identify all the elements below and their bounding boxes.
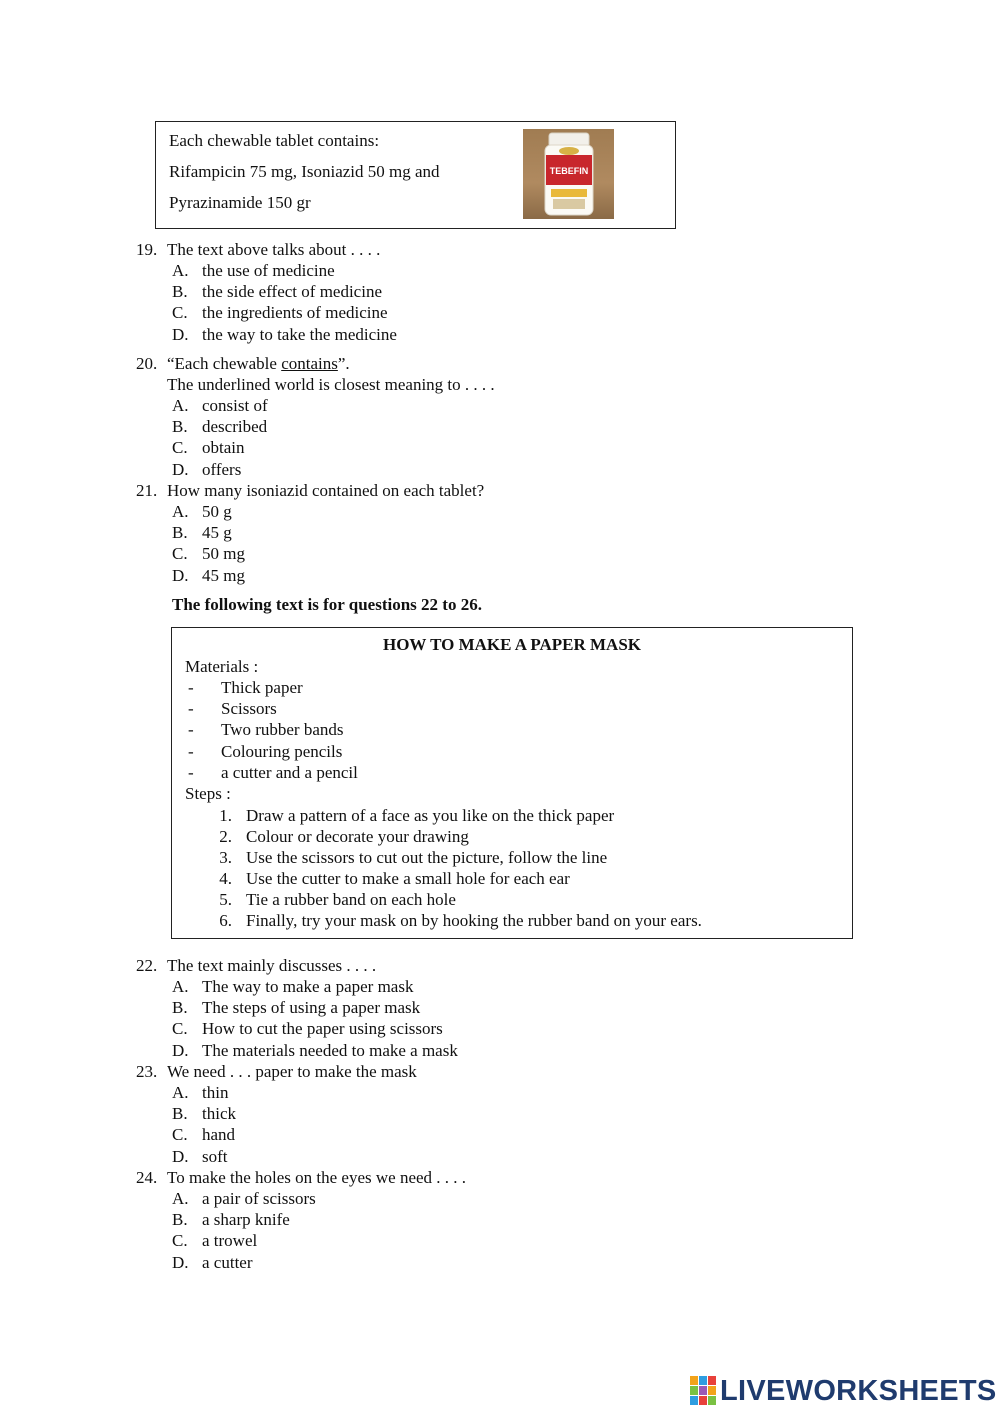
material-dash: - bbox=[188, 678, 194, 697]
option-b[interactable] bbox=[136, 522, 836, 543]
option-text: a trowel bbox=[202, 1231, 258, 1251]
step-number: 1. bbox=[219, 806, 232, 825]
mask-title: HOW TO MAKE A PAPER MASK bbox=[382, 635, 642, 654]
option-letter: A. bbox=[172, 1083, 189, 1102]
stem-pre: “Each chewable bbox=[167, 354, 282, 373]
material-text: Two rubber bands bbox=[221, 720, 344, 739]
paper-mask-text-box bbox=[171, 627, 853, 939]
step-number: 3. bbox=[219, 848, 232, 867]
option-d[interactable] bbox=[136, 459, 836, 480]
medicine-bottle-image bbox=[523, 129, 614, 219]
question-24 bbox=[136, 1167, 836, 1273]
question-22 bbox=[136, 955, 836, 1061]
material-dash: - bbox=[188, 720, 194, 739]
medicine-info-box bbox=[155, 121, 676, 229]
option-letter: B. bbox=[172, 417, 188, 437]
option-letter: A. bbox=[172, 977, 189, 996]
option-letter: C. bbox=[172, 1125, 188, 1145]
material-text: Scissors bbox=[221, 699, 277, 718]
option-text: 45 g bbox=[202, 523, 232, 543]
step-text: Use the cutter to make a small hole for each ear bbox=[246, 869, 570, 888]
section-instruction: The following text is for questions 22 to 26. bbox=[172, 595, 482, 614]
step-number: 2. bbox=[219, 827, 232, 846]
option-text: offers bbox=[202, 459, 242, 479]
option-a[interactable] bbox=[136, 976, 836, 997]
option-letter: B. bbox=[172, 998, 188, 1018]
option-a[interactable] bbox=[136, 1188, 836, 1209]
option-c[interactable] bbox=[136, 302, 836, 323]
option-d[interactable] bbox=[136, 565, 836, 586]
option-text: the way to take the medicine bbox=[202, 324, 397, 344]
option-letter: B. bbox=[172, 1210, 188, 1230]
option-c[interactable] bbox=[136, 543, 836, 564]
option-text: a pair of scissors bbox=[202, 1189, 316, 1208]
option-b[interactable] bbox=[136, 997, 836, 1018]
option-d[interactable] bbox=[136, 1252, 836, 1273]
option-text: consist of bbox=[202, 396, 268, 415]
option-text: How to cut the paper using scissors bbox=[202, 1019, 443, 1039]
question-19 bbox=[136, 239, 836, 345]
option-letter: D. bbox=[172, 1146, 189, 1166]
option-b[interactable] bbox=[136, 281, 836, 302]
step-text: Use the scissors to cut out the picture, follow the line bbox=[246, 848, 608, 867]
material-text: Colouring pencils bbox=[221, 742, 343, 761]
question-stem: The text mainly discusses . . . . bbox=[167, 956, 377, 975]
option-text: soft bbox=[202, 1146, 228, 1166]
option-b[interactable] bbox=[136, 1103, 836, 1124]
option-letter: B. bbox=[172, 282, 188, 302]
option-letter: C. bbox=[172, 303, 188, 323]
option-letter: B. bbox=[172, 1104, 188, 1124]
option-text: 50 mg bbox=[202, 544, 245, 564]
medicine-line-1: Each chewable tablet contains: bbox=[169, 131, 380, 150]
bottle-brand-label: TEBEFIN bbox=[549, 166, 589, 176]
material-dash: - bbox=[188, 763, 194, 782]
option-a[interactable] bbox=[136, 260, 836, 281]
option-text: thin bbox=[202, 1083, 229, 1102]
option-letter: A. bbox=[172, 1189, 189, 1208]
step-text: Draw a pattern of a face as you like on the thick paper bbox=[246, 806, 615, 825]
steps-label: Steps : bbox=[185, 784, 231, 803]
question-stem: The text above talks about . . . . bbox=[167, 240, 381, 259]
option-letter: C. bbox=[172, 1019, 188, 1039]
question-21 bbox=[136, 480, 836, 586]
option-text: The way to make a paper mask bbox=[202, 977, 414, 996]
option-text: 45 mg bbox=[202, 565, 245, 585]
question-number: 20. bbox=[136, 354, 158, 373]
option-c[interactable] bbox=[136, 1230, 836, 1251]
question-23 bbox=[136, 1061, 836, 1167]
question-sub-stem: The underlined world is closest meaning to . . . . bbox=[167, 375, 495, 394]
option-a[interactable] bbox=[136, 1082, 836, 1103]
option-a[interactable] bbox=[136, 501, 836, 522]
option-b[interactable] bbox=[136, 416, 836, 437]
option-text: the use of medicine bbox=[202, 261, 335, 280]
question-stem bbox=[167, 353, 350, 374]
question-number: 22. bbox=[136, 956, 158, 975]
step-number: 4. bbox=[219, 869, 232, 888]
option-letter: D. bbox=[172, 565, 189, 585]
logo-text: LIVEWORKSHEETS bbox=[720, 1375, 997, 1407]
option-text: hand bbox=[202, 1125, 236, 1145]
question-stem: We need . . . paper to make the mask bbox=[167, 1062, 417, 1081]
option-text: obtain bbox=[202, 438, 245, 458]
step-number: 6. bbox=[219, 911, 232, 930]
option-text: the ingredients of medicine bbox=[202, 303, 388, 323]
option-letter: C. bbox=[172, 544, 188, 564]
option-letter: B. bbox=[172, 523, 188, 543]
option-letter: D. bbox=[172, 459, 189, 479]
option-text: the side effect of medicine bbox=[202, 282, 382, 302]
option-letter: C. bbox=[172, 438, 188, 458]
question-stem: How many isoniazid contained on each tablet? bbox=[167, 481, 485, 500]
option-d[interactable] bbox=[136, 1040, 836, 1061]
option-letter: A. bbox=[172, 502, 189, 521]
step-text: Finally, try your mask on by hooking the rubber band on your ears. bbox=[246, 911, 702, 930]
option-d[interactable] bbox=[136, 324, 836, 345]
option-a[interactable] bbox=[136, 395, 836, 416]
material-dash: - bbox=[188, 742, 194, 761]
option-letter: D. bbox=[172, 1252, 189, 1272]
liveworksheets-logo bbox=[690, 1374, 997, 1408]
material-dash: - bbox=[188, 699, 194, 718]
step-text: Colour or decorate your drawing bbox=[246, 827, 469, 846]
option-c[interactable] bbox=[136, 1124, 836, 1145]
materials-label: Materials : bbox=[185, 657, 259, 676]
medicine-line-2: Rifampicin 75 mg, Isoniazid 50 mg and bbox=[169, 162, 440, 181]
step-number: 5. bbox=[219, 890, 232, 909]
medicine-line-3: Pyrazinamide 150 gr bbox=[169, 193, 311, 212]
stem-post: ”. bbox=[337, 354, 350, 373]
question-number: 23. bbox=[136, 1062, 158, 1081]
option-text: The steps of using a paper mask bbox=[202, 998, 421, 1018]
option-text: thick bbox=[202, 1104, 236, 1124]
option-text: described bbox=[202, 417, 268, 437]
bottle-illustration bbox=[523, 129, 614, 219]
option-text: 50 g bbox=[202, 502, 232, 521]
question-20 bbox=[136, 353, 836, 480]
option-c[interactable] bbox=[136, 1018, 836, 1039]
option-letter: C. bbox=[172, 1231, 188, 1251]
option-c[interactable] bbox=[136, 437, 836, 458]
option-text: The materials needed to make a mask bbox=[202, 1040, 458, 1060]
option-letter: D. bbox=[172, 1040, 189, 1060]
option-text: a sharp knife bbox=[202, 1210, 290, 1230]
option-d[interactable] bbox=[136, 1146, 836, 1167]
logo-blocks-icon bbox=[690, 1376, 716, 1406]
option-letter: A. bbox=[172, 396, 189, 415]
question-stem: To make the holes on the eyes we need . . . . bbox=[167, 1168, 467, 1187]
option-b[interactable] bbox=[136, 1209, 836, 1230]
option-letter: D. bbox=[172, 324, 189, 344]
material-text: Thick paper bbox=[221, 678, 303, 697]
option-text: a cutter bbox=[202, 1252, 253, 1272]
material-text: a cutter and a pencil bbox=[221, 763, 358, 782]
option-letter: A. bbox=[172, 261, 189, 280]
question-number: 19. bbox=[136, 240, 158, 259]
stem-underlined-word: contains bbox=[281, 354, 338, 373]
question-number: 24. bbox=[136, 1168, 158, 1187]
question-number: 21. bbox=[136, 481, 158, 500]
step-text: Tie a rubber band on each hole bbox=[246, 890, 456, 909]
